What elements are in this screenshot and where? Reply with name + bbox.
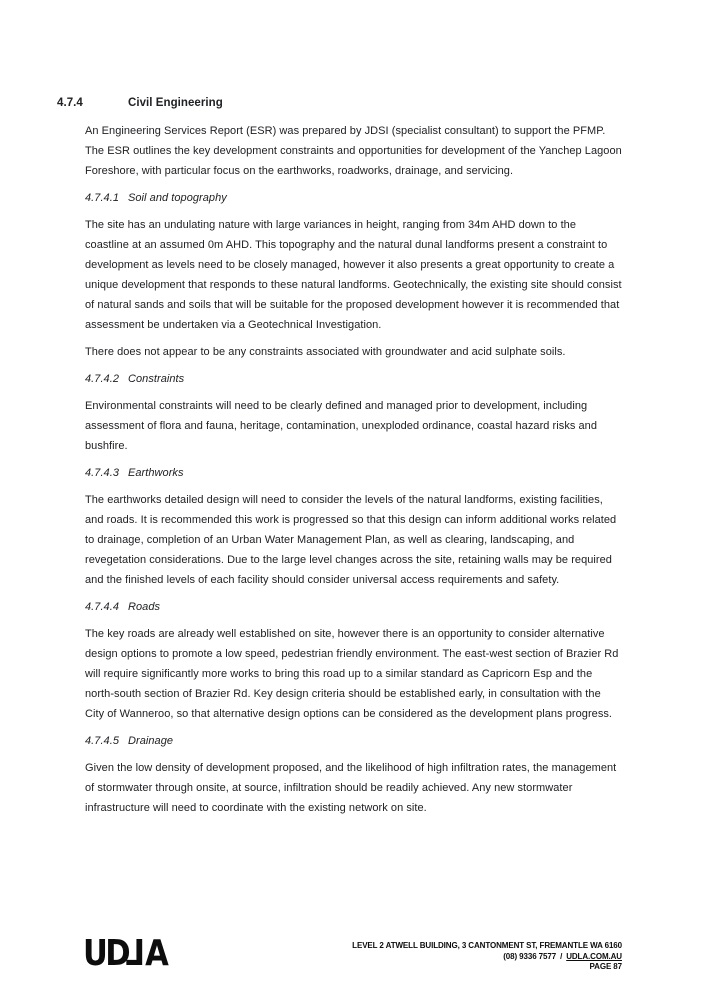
body-paragraph: Environmental constraints will need to be clearly defined and managed prior to development, including assessment of flora and fauna, heritage, contamination, unexploded ordinance, coastal hazard risks and bushfire. bbox=[85, 400, 598, 452]
page-footer bbox=[352, 941, 622, 973]
logo-letter-a: A bbox=[145, 933, 167, 974]
udla-logo bbox=[83, 933, 167, 974]
section-title: Civil Engineering bbox=[128, 97, 223, 109]
section-number: 4.7.4 bbox=[57, 97, 83, 109]
section-heading bbox=[57, 93, 622, 113]
logo-letters-ud: UD bbox=[83, 933, 129, 974]
subsection-heading-drainage bbox=[85, 731, 622, 751]
logo-letter-l-mirrored: L bbox=[128, 933, 146, 974]
body-paragraph: The site has an undulating nature with large variances in height, ranging from 34m AHD down to the coastline at an assumed 0m AHD. This topography and the natural dunal landforms present a constraint to development as levels need to be closely managed, however it also presents a great opportunity to create a unique development that responds to these natural landforms. Geotechnically, the existing site should consist of natural sands and soils that will be suitable for the proposed development however it is recommended that assessment be undertaken via a Geotechnical Investigation. bbox=[85, 219, 622, 331]
footer-separator: / bbox=[560, 951, 563, 961]
subsection-heading-roads bbox=[85, 597, 622, 617]
subsection-number: 4.7.4.3 bbox=[85, 467, 119, 479]
subsection-heading-constraints bbox=[85, 369, 622, 389]
page-content bbox=[57, 93, 622, 825]
body-paragraph: There does not appear to be any constraints associated with groundwater and acid sulphate soils. bbox=[85, 346, 566, 358]
body-paragraph: Given the low density of development proposed, and the likelihood of high infiltration rates, the management of stormwater through onsite, at source, infiltration should be readily achieved. Any new stormwater infrastructure will need to coordinate with the existing network on site. bbox=[85, 762, 617, 814]
subsection-number: 4.7.4.1 bbox=[85, 192, 119, 204]
body-paragraph: The key roads are already well established on site, however there is an opportunity to consider alternative design options to promote a low speed, pedestrian friendly environment. The east-west section of Brazier Rd will require significantly more works to bring this road up to a similar standard as Capricorn Esp and the north-south section of Brazier Rd. Key design criteria should be established early, in consultation with the City of Wanneroo, so that alternative design options can be considered as the development plans progress. bbox=[85, 628, 619, 720]
intro-paragraph: An Engineering Services Report (ESR) was prepared by JDSI (specialist consultant) to support the PFMP. The ESR outlines the key development constraints and opportunities for development of the Yanchep Lagoon Foreshore, with particular focus on the earthworks, roadworks, drainage, and servicing. bbox=[85, 125, 622, 177]
subsection-number: 4.7.4.5 bbox=[85, 735, 119, 747]
subsection-title: Roads bbox=[128, 601, 161, 613]
subsection-heading-soil-and-topography bbox=[85, 188, 622, 208]
subsection-number: 4.7.4.2 bbox=[85, 373, 119, 385]
footer-page-number: PAGE 87 bbox=[589, 962, 622, 971]
subsection-title: Soil and topography bbox=[128, 192, 227, 204]
subsection-heading-earthworks bbox=[85, 463, 622, 483]
subsection-number: 4.7.4.4 bbox=[85, 601, 119, 613]
subsection-title: Constraints bbox=[128, 373, 185, 385]
footer-website-link[interactable]: UDLA.COM.AU bbox=[566, 951, 622, 961]
subsection-title: Earthworks bbox=[128, 467, 184, 479]
footer-phone: (08) 9336 7577 bbox=[503, 951, 557, 961]
subsection-title: Drainage bbox=[128, 735, 174, 747]
footer-address: LEVEL 2 ATWELL BUILDING, 3 CANTONMENT ST, FREMANTLE WA 6160 bbox=[352, 941, 622, 950]
footer-contact-line bbox=[352, 952, 622, 963]
body-paragraph: The earthworks detailed design will need to consider the levels of the natural landforms, existing facilities, and roads. It is recommended this work is progressed so that this design can inform additional works related to drainage, completion of an Urban Water Management Plan, as well as clearing, landscaping, and revegetation considerations. Due to the large level changes across the site, retaining walls may be required and the finished levels of each facility should consider universal access requirements and safety. bbox=[85, 494, 617, 586]
